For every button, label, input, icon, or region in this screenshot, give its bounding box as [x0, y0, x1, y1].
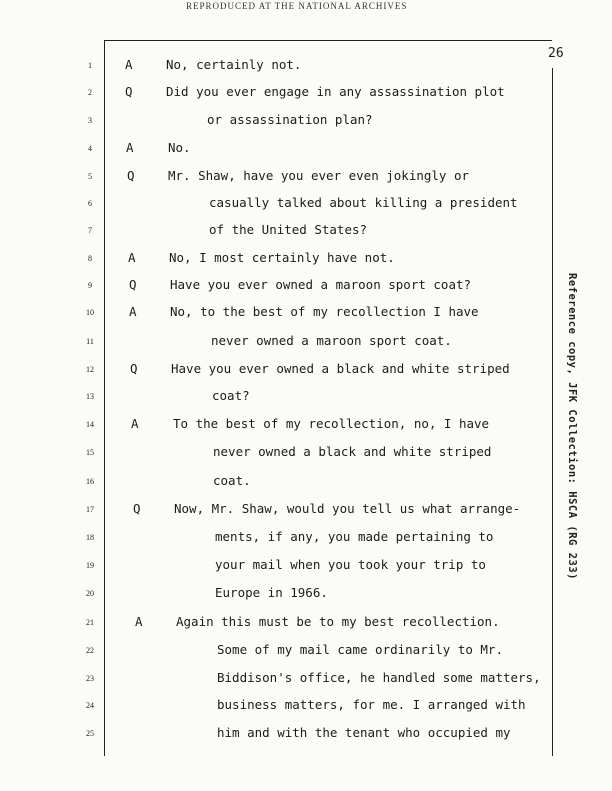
transcript-line — [0, 670, 612, 690]
line-text: your mail when you took your trip to — [215, 557, 486, 572]
line-number: 8 — [88, 254, 92, 263]
line-text: of the United States? — [209, 222, 368, 237]
line-number: 21 — [86, 618, 94, 627]
line-number: 9 — [88, 281, 92, 290]
transcript-line — [0, 57, 612, 77]
transcript-line — [0, 333, 612, 353]
line-text: No, to the best of my recollection I have — [170, 304, 479, 319]
line-number: 20 — [86, 589, 94, 598]
line-number: 11 — [86, 337, 94, 346]
transcript-line — [0, 361, 612, 381]
line-number: 17 — [86, 505, 94, 514]
line-text: never owned a black and white striped — [213, 444, 492, 459]
transcript-line — [0, 277, 612, 297]
speaker-label: A — [128, 250, 136, 265]
line-number: 6 — [88, 199, 92, 208]
transcript-line — [0, 250, 612, 270]
speaker-label: A — [135, 614, 143, 629]
speaker-label: Q — [130, 361, 138, 376]
line-text: No, I most certainly have not. — [169, 250, 395, 265]
speaker-label: A — [131, 416, 139, 431]
line-number: 2 — [88, 88, 92, 97]
line-text: Have you ever owned a maroon sport coat? — [170, 277, 472, 292]
line-text: business matters, for me. I arranged with — [217, 697, 526, 712]
line-number: 7 — [88, 226, 92, 235]
border-top — [104, 40, 552, 41]
line-number: 3 — [88, 116, 92, 125]
transcript-line — [0, 725, 612, 745]
transcript-line — [0, 222, 612, 242]
line-number: 13 — [86, 392, 94, 401]
line-text: Europe in 1966. — [215, 585, 328, 600]
line-number: 5 — [88, 172, 92, 181]
transcript-line — [0, 642, 612, 662]
speaker-label: Q — [129, 277, 137, 292]
archives-header: REPRODUCED AT THE NATIONAL ARCHIVES — [186, 1, 408, 11]
speaker-label: A — [125, 57, 133, 72]
transcript-line — [0, 304, 612, 324]
line-number: 1 — [88, 61, 92, 70]
line-text: Now, Mr. Shaw, would you tell us what arrange- — [174, 501, 521, 516]
speaker-label: Q — [133, 501, 141, 516]
line-text: coat. — [213, 473, 251, 488]
speaker-label: A — [126, 140, 134, 155]
line-text: Again this must be to my best recollection. — [176, 614, 500, 629]
line-number: 23 — [86, 674, 94, 683]
line-text: him and with the tenant who occupied my — [217, 725, 511, 740]
transcript-line — [0, 416, 612, 436]
transcript-line — [0, 444, 612, 464]
line-text: Did you ever engage in any assassination plot — [166, 84, 505, 99]
line-text: Some of my mail came ordinarily to Mr. — [217, 642, 503, 657]
transcript-line — [0, 501, 612, 521]
speaker-label: A — [129, 304, 137, 319]
line-text: coat? — [212, 388, 250, 403]
line-number: 14 — [86, 420, 94, 429]
line-number: 16 — [86, 477, 94, 486]
transcript-line — [0, 140, 612, 160]
page-number: 26 — [548, 46, 564, 61]
line-number: 12 — [86, 365, 94, 374]
transcript-line — [0, 585, 612, 605]
line-number: 24 — [86, 701, 94, 710]
transcript-line — [0, 195, 612, 215]
line-text: casually talked about killing a president — [209, 195, 518, 210]
transcript-line — [0, 168, 612, 188]
transcript-line — [0, 473, 612, 493]
line-number: 19 — [86, 561, 94, 570]
transcript-line — [0, 697, 612, 717]
line-text: ments, if any, you made pertaining to — [215, 529, 494, 544]
line-text: Mr. Shaw, have you ever even jokingly or — [168, 168, 470, 183]
speaker-label: Q — [125, 84, 133, 99]
line-text: Biddison's office, he handled some matters, — [217, 670, 541, 685]
line-number: 10 — [86, 308, 94, 317]
transcript-line — [0, 557, 612, 577]
transcript-line — [0, 614, 612, 634]
line-text: To the best of my recollection, no, I have — [173, 416, 490, 431]
reference-copy-note: Reference copy, JFK Collection: HSCA (RG 233) — [566, 273, 578, 580]
line-text: never owned a maroon sport coat. — [211, 333, 452, 348]
line-number: 18 — [86, 533, 94, 542]
line-text: Have you ever owned a black and white striped — [171, 361, 510, 376]
line-number: 25 — [86, 729, 94, 738]
line-text: or assassination plan? — [207, 112, 373, 127]
transcript-line — [0, 388, 612, 408]
line-text: No, certainly not. — [166, 57, 302, 72]
transcript-line — [0, 529, 612, 549]
speaker-label: Q — [127, 168, 135, 183]
line-number: 4 — [88, 144, 92, 153]
transcript-line — [0, 112, 612, 132]
line-text: No. — [168, 140, 191, 155]
transcript-line — [0, 84, 612, 104]
line-number: 15 — [86, 448, 94, 457]
line-number: 22 — [86, 646, 94, 655]
